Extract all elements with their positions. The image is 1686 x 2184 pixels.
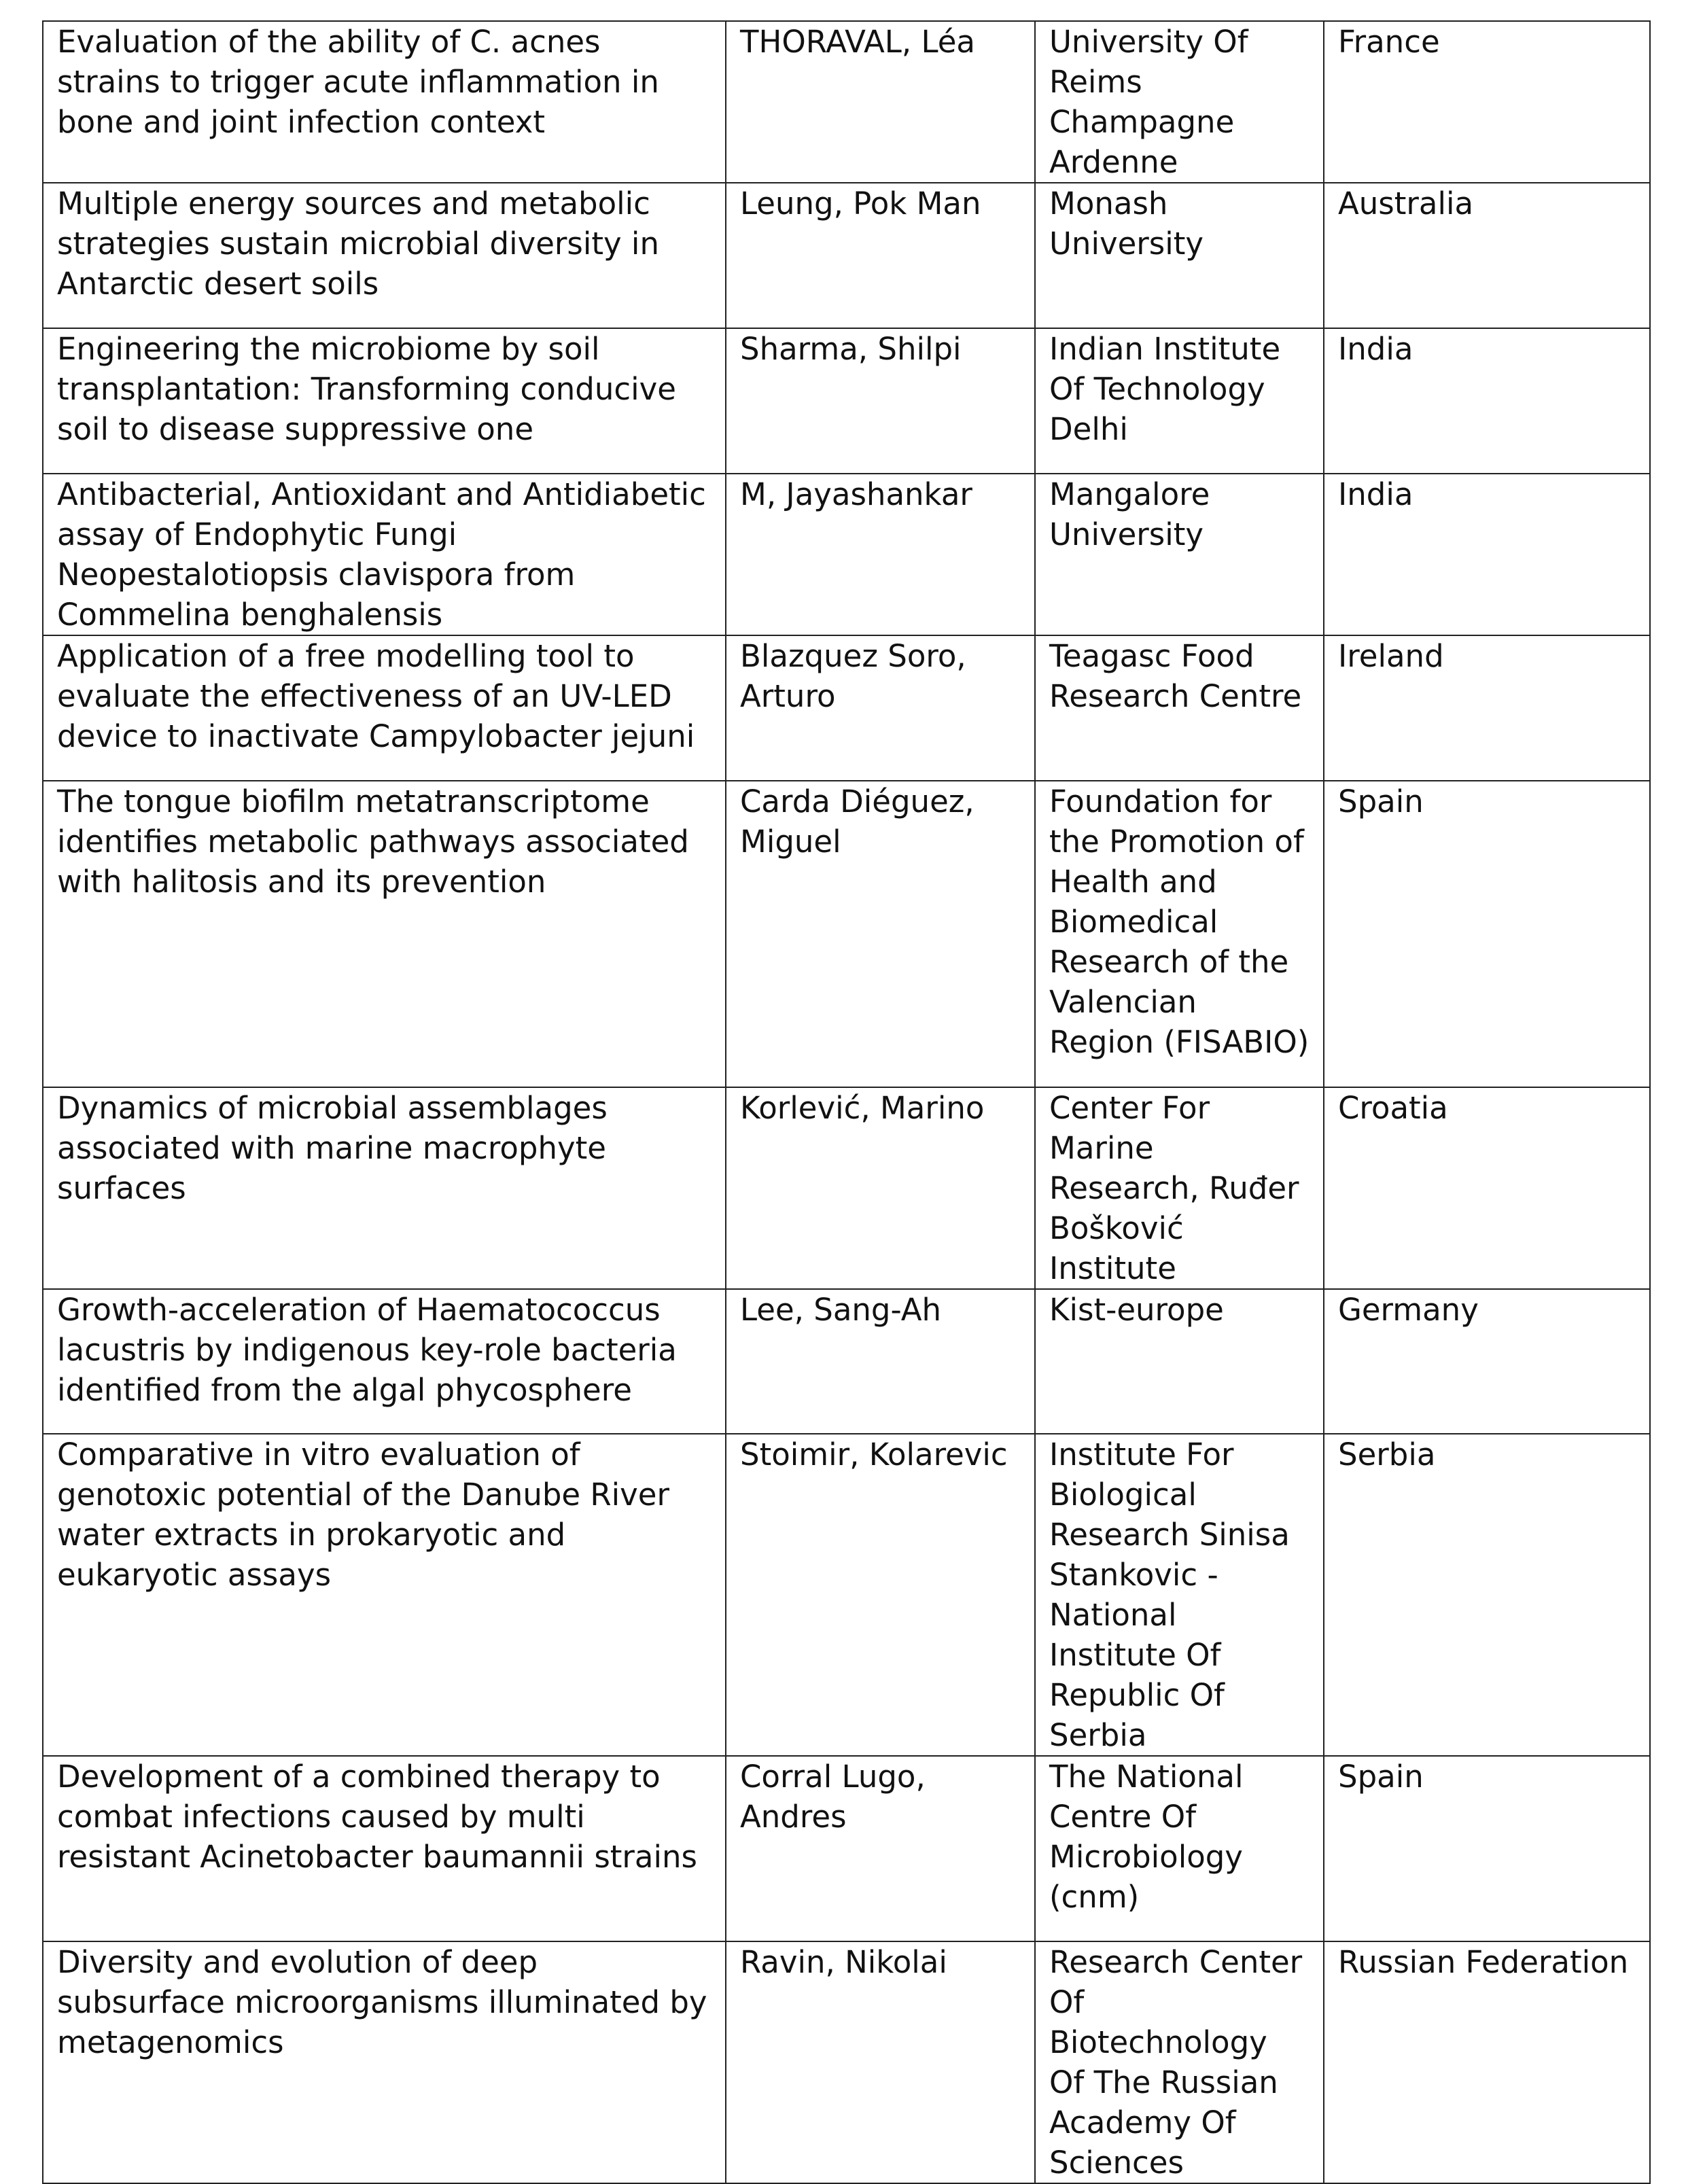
table-row xyxy=(43,328,1650,474)
title-text: Diversity and evolution of deep subsurface microorganisms illuminated by metagenomics xyxy=(57,1944,707,2060)
table-row xyxy=(43,21,1650,183)
country-cell xyxy=(1324,635,1650,781)
country-text: Australia xyxy=(1338,186,1474,222)
table-row xyxy=(43,635,1650,781)
author-cell xyxy=(726,1434,1035,1756)
author-text: M, Jayashankar xyxy=(740,476,972,512)
table-row xyxy=(43,1087,1650,1289)
institution-cell xyxy=(1035,781,1324,1087)
country-cell xyxy=(1324,1434,1650,1756)
abstracts-table xyxy=(42,20,1651,2184)
table-row xyxy=(43,1756,1650,1941)
country-text: India xyxy=(1338,331,1413,367)
institution-text: Foundation for the Promotion of Health and Biomedical Research of the Valencian Region (FISABIO) xyxy=(1049,783,1310,1060)
author-text: THORAVAL, Léa xyxy=(740,24,976,60)
title-cell xyxy=(43,1941,726,2183)
table-row xyxy=(43,474,1650,635)
title-text: Evaluation of the ability of C. acnes strains to trigger acute inflammation in bone and joint infection context xyxy=(57,24,659,140)
institution-cell xyxy=(1035,21,1324,183)
title-cell xyxy=(43,21,726,183)
title-cell xyxy=(43,1289,726,1434)
institution-cell xyxy=(1035,1756,1324,1941)
title-text: Multiple energy sources and metabolic strategies sustain microbial diversity in Antarctic desert soils xyxy=(57,186,659,302)
institution-cell xyxy=(1035,1087,1324,1289)
institution-text: Research Center Of Biotechnology Of The Russian Academy Of Sciences xyxy=(1049,1944,1303,2181)
country-text: Germany xyxy=(1338,1292,1479,1328)
title-text: Growth-acceleration of Haematococcus lacustris by indigenous key-role bacteria identified from the algal phycosphere xyxy=(57,1292,677,1408)
country-text: Serbia xyxy=(1338,1437,1436,1473)
country-text: Spain xyxy=(1338,1759,1424,1795)
table-row xyxy=(43,1941,1650,2183)
country-cell xyxy=(1324,328,1650,474)
country-cell xyxy=(1324,21,1650,183)
country-text: India xyxy=(1338,476,1413,512)
country-text: France xyxy=(1338,24,1440,60)
author-cell xyxy=(726,1756,1035,1941)
institution-cell xyxy=(1035,1434,1324,1756)
institution-text: Kist-europe xyxy=(1049,1292,1224,1328)
institution-text: Center For Marine Research, Ruđer Bošković Institute xyxy=(1049,1090,1299,1286)
title-cell xyxy=(43,1434,726,1756)
author-text: Korlević, Marino xyxy=(740,1090,985,1126)
institution-text: The National Centre Of Microbiology (cnm) xyxy=(1049,1759,1244,1915)
country-text: Russian Federation xyxy=(1338,1944,1629,1980)
country-text: Croatia xyxy=(1338,1090,1448,1126)
institution-text: Mangalore University xyxy=(1049,476,1210,552)
institution-text: Monash University xyxy=(1049,186,1204,262)
author-cell xyxy=(726,635,1035,781)
institution-cell xyxy=(1035,1941,1324,2183)
country-cell xyxy=(1324,183,1650,328)
institution-cell xyxy=(1035,635,1324,781)
institution-text: Indian Institute Of Technology Delhi xyxy=(1049,331,1281,447)
institution-cell xyxy=(1035,328,1324,474)
author-text: Stoimir, Kolarevic xyxy=(740,1437,1008,1473)
country-cell xyxy=(1324,1756,1650,1941)
institution-cell xyxy=(1035,474,1324,635)
title-cell xyxy=(43,183,726,328)
author-cell xyxy=(726,474,1035,635)
institution-text: University Of Reims Champagne Ardenne xyxy=(1049,24,1248,180)
title-text: Development of a combined therapy to combat infections caused by multi resistant Acinetobacter baumannii strains xyxy=(57,1759,697,1875)
title-cell xyxy=(43,1756,726,1941)
author-cell xyxy=(726,1941,1035,2183)
author-text: Ravin, Nikolai xyxy=(740,1944,947,1980)
title-cell xyxy=(43,328,726,474)
institution-cell xyxy=(1035,183,1324,328)
title-cell xyxy=(43,635,726,781)
table-row xyxy=(43,1434,1650,1756)
table-row xyxy=(43,183,1650,328)
author-cell xyxy=(726,1289,1035,1434)
institution-cell xyxy=(1035,1289,1324,1434)
table-row xyxy=(43,1289,1650,1434)
author-text: Leung, Pok Man xyxy=(740,186,981,222)
table-row xyxy=(43,781,1650,1087)
title-text: The tongue biofilm metatranscriptome identifies metabolic pathways associated with halitosis and its prevention xyxy=(57,783,689,900)
country-text: Ireland xyxy=(1338,638,1444,674)
title-cell xyxy=(43,474,726,635)
author-cell xyxy=(726,183,1035,328)
title-cell xyxy=(43,781,726,1087)
author-text: Sharma, Shilpi xyxy=(740,331,962,367)
title-text: Comparative in vitro evaluation of genotoxic potential of the Danube River water extracts in prokaryotic and eukaryotic assays xyxy=(57,1437,669,1593)
title-text: Application of a free modelling tool to evaluate the effectiveness of an UV-LED device to inactivate Campylobacter jejuni xyxy=(57,638,695,754)
author-cell xyxy=(726,781,1035,1087)
institution-text: Teagasc Food Research Centre xyxy=(1049,638,1302,714)
author-cell xyxy=(726,1087,1035,1289)
author-cell xyxy=(726,328,1035,474)
title-text: Dynamics of microbial assemblages associated with marine macrophyte surfaces xyxy=(57,1090,608,1206)
country-text: Spain xyxy=(1338,783,1424,820)
author-cell xyxy=(726,21,1035,183)
institution-text: Institute For Biological Research Sinisa Stankovic - National Institute Of Republic Of Serbia xyxy=(1049,1437,1290,1753)
country-cell xyxy=(1324,1087,1650,1289)
country-cell xyxy=(1324,781,1650,1087)
title-text: Engineering the microbiome by soil transplantation: Transforming conducive soil to disease suppressive one xyxy=(57,331,676,447)
country-cell xyxy=(1324,1941,1650,2183)
country-cell xyxy=(1324,474,1650,635)
country-cell xyxy=(1324,1289,1650,1434)
author-text: Lee, Sang-Ah xyxy=(740,1292,942,1328)
title-text: Antibacterial, Antioxidant and Antidiabetic assay of Endophytic Fungi Neopestalotiopsis clavispora from Commelina benghalensis xyxy=(57,476,706,633)
author-text: Corral Lugo, Andres xyxy=(740,1759,926,1835)
author-text: Blazquez Soro, Arturo xyxy=(740,638,966,714)
title-cell xyxy=(43,1087,726,1289)
author-text: Carda Diéguez, Miguel xyxy=(740,783,974,860)
